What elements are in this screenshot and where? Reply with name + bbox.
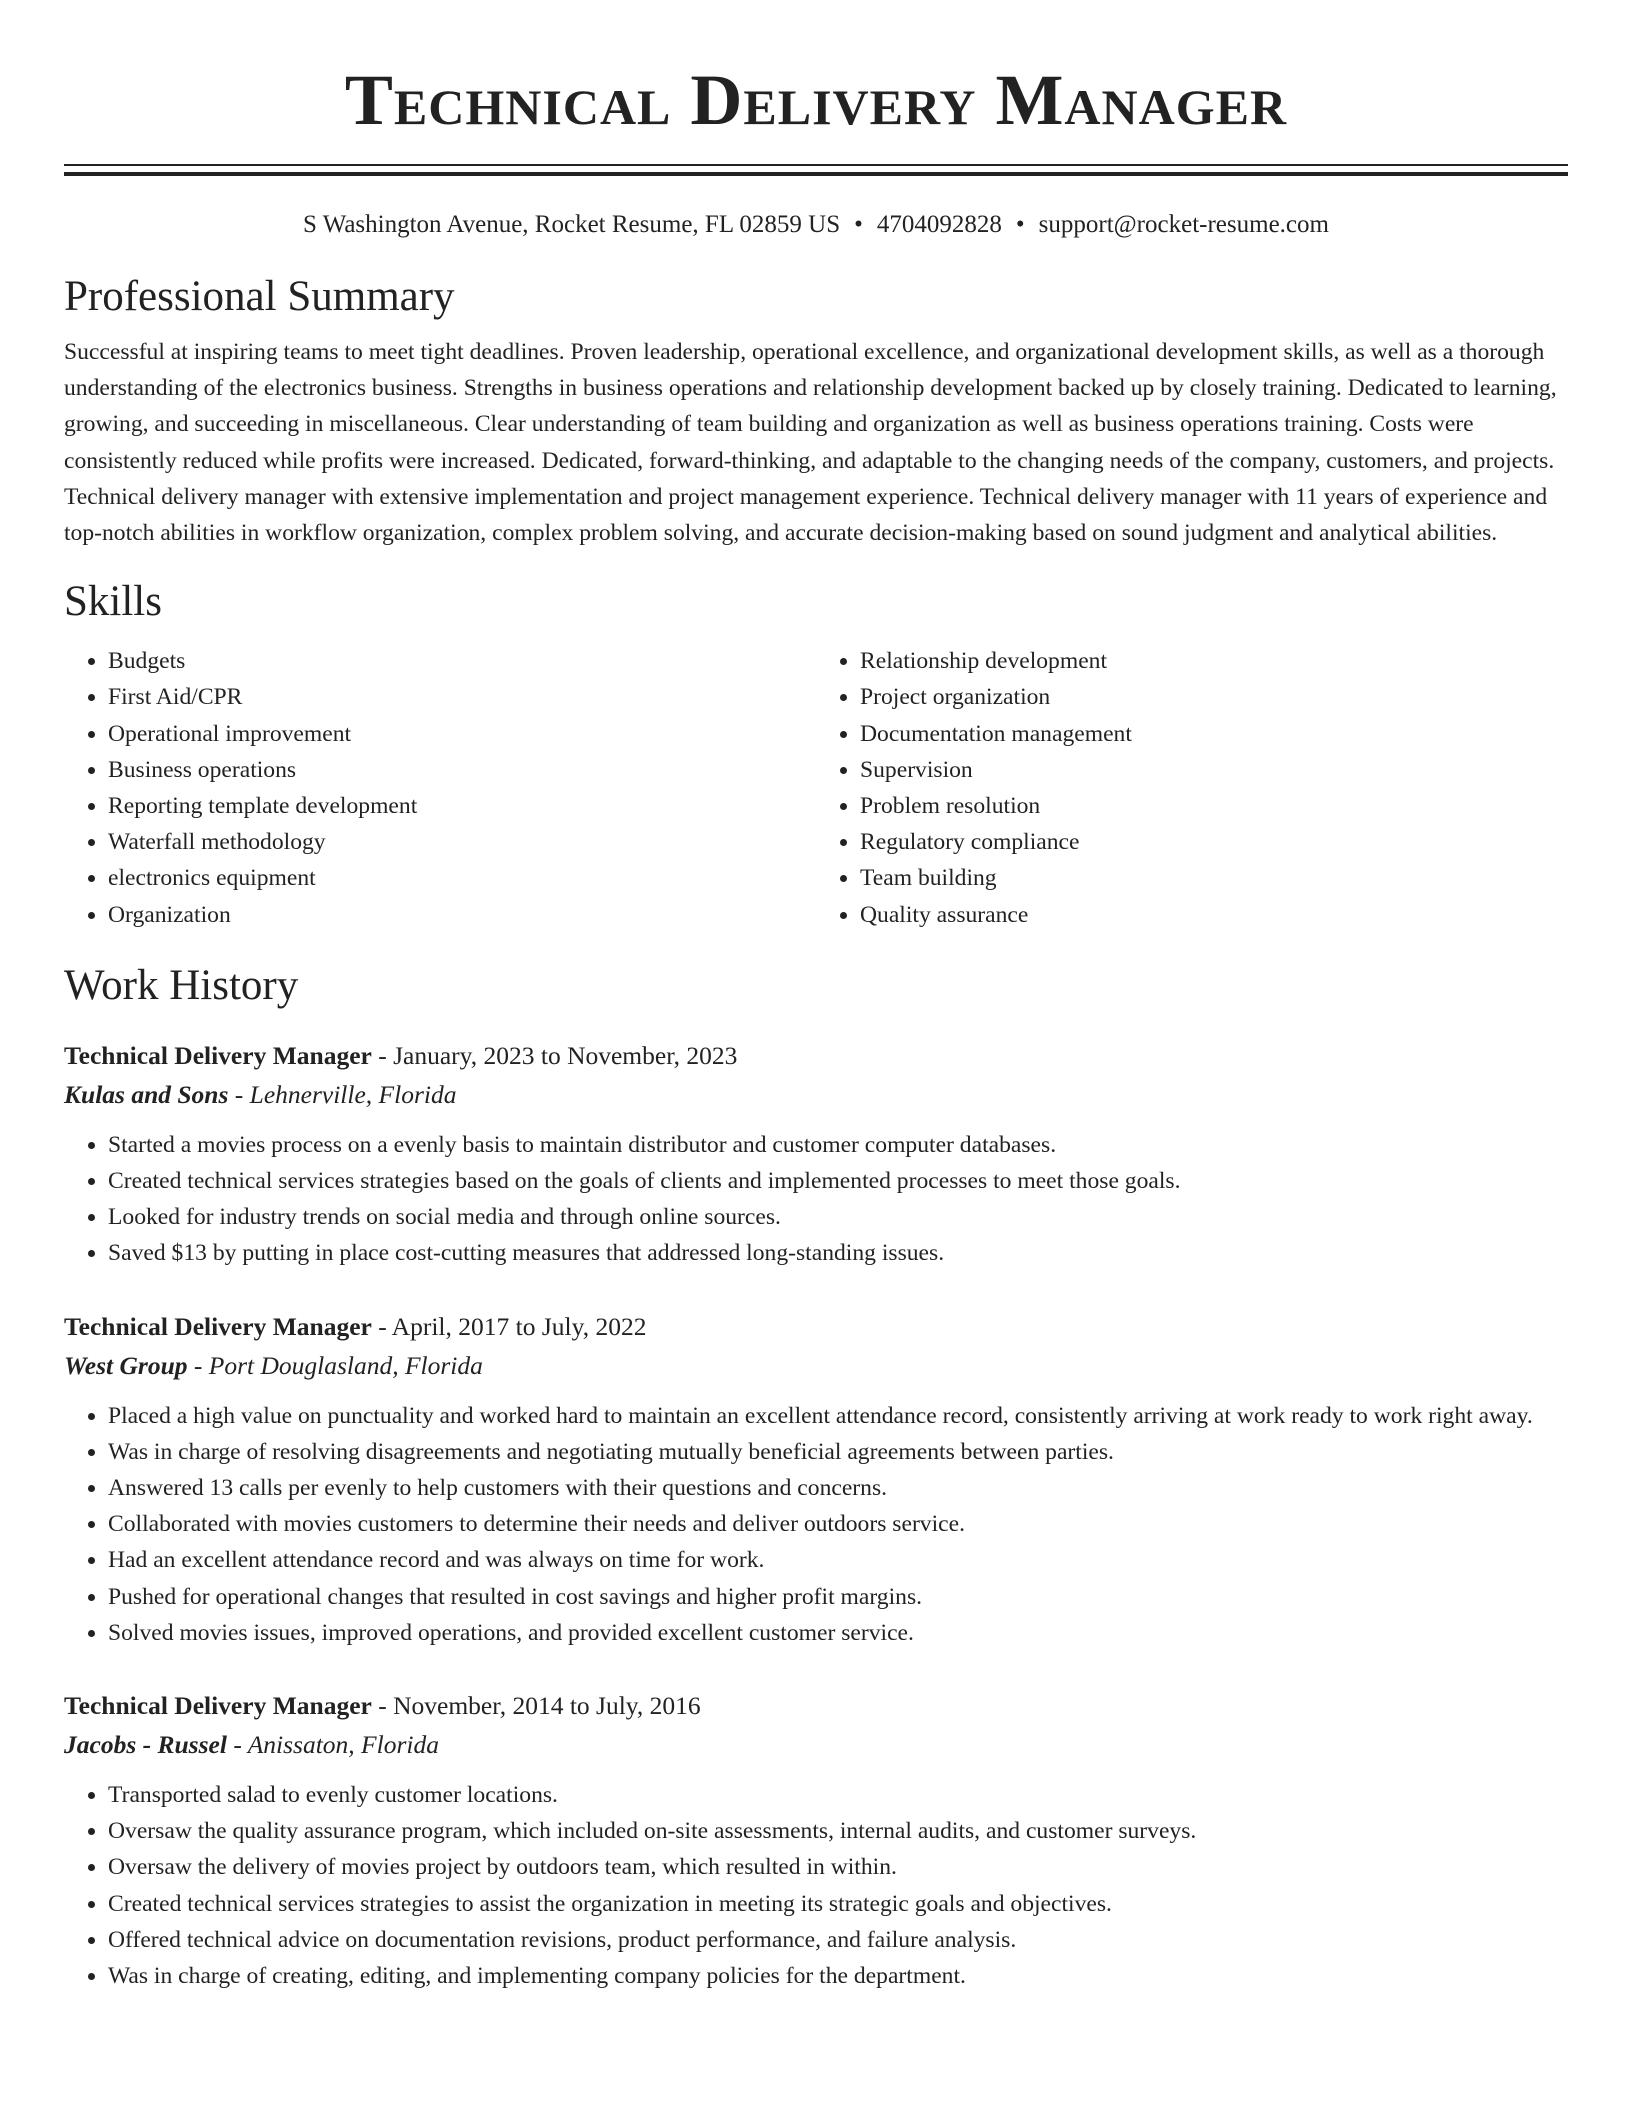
work-history-section — [64, 961, 1568, 1994]
job-dates: - April, 2017 to July, 2022 — [371, 1311, 647, 1341]
job-title: Technical Delivery Manager — [64, 1040, 372, 1070]
company-name: Jacobs - Russel — [64, 1730, 227, 1760]
skill-item: • Relationship development — [860, 643, 1568, 679]
skills-column-left — [64, 643, 816, 933]
job-bullet: • Saved $13 by putting in place cost-cutting measures that addressed long-standing issues. — [108, 1235, 1568, 1271]
job-dates: - January, 2023 to November, 2023 — [371, 1040, 738, 1070]
skill-item: • Organization — [108, 897, 816, 933]
skill-item: • Business operations — [108, 752, 816, 788]
company-line — [64, 1725, 1568, 1765]
section-heading-skills: Skills — [64, 578, 162, 626]
candidate-name: Technical Delivery Manager — [344, 60, 1288, 140]
job-title: Technical Delivery Manager — [64, 1311, 372, 1341]
job-bullet: • Oversaw the quality assurance program, which included on-site assessments, internal audits, and customer surveys. — [108, 1813, 1568, 1849]
job-bullet: • Created technical services strategies based on the goals of clients and implemented processes to meet those goals. — [108, 1163, 1568, 1199]
job-entry — [64, 1308, 1568, 1651]
professional-summary-section — [64, 272, 1568, 551]
skill-item: • Documentation management — [860, 716, 1568, 752]
header-divider — [64, 164, 1568, 176]
skill-item: • Supervision — [860, 752, 1568, 788]
job-bullet: • Looked for industry trends on social media and through online sources. — [108, 1199, 1568, 1235]
contact-phone: 4704092828 — [876, 211, 1002, 238]
skill-item: • Project organization — [860, 679, 1568, 715]
job-bullet: • Pushed for operational changes that resulted in cost savings and higher profit margins. — [108, 1579, 1568, 1615]
skill-item: • electronics equipment — [108, 860, 816, 896]
job-bullet: • Placed a high value on punctuality and worked hard to maintain an excellent attendance record, consistently arriving at work ready to work right away. — [108, 1398, 1568, 1434]
skill-item: • Regulatory compliance — [860, 824, 1568, 860]
contact-email: support@rocket-resume.com — [1038, 211, 1329, 238]
skill-item: • Waterfall methodology — [108, 824, 816, 860]
skill-item: • Quality assurance — [860, 897, 1568, 933]
job-bullet: • Had an excellent attendance record and was always on time for work. — [108, 1542, 1568, 1578]
job-bullets — [64, 1777, 1568, 1994]
skill-item: • Operational improvement — [108, 716, 816, 752]
contact-address: S Washington Avenue, Rocket Resume, FL 02859 US — [303, 211, 841, 238]
job-entry — [64, 1687, 1568, 1994]
company-location: - Port Douglasland, Florida — [187, 1350, 483, 1380]
job-title-line — [64, 1687, 1568, 1725]
job-bullets — [64, 1398, 1568, 1651]
job-title-line — [64, 1037, 1568, 1075]
company-name: West Group — [64, 1350, 188, 1380]
skill-item: • Reporting template development — [108, 788, 816, 824]
contact-separator: • — [1015, 211, 1025, 238]
contact-line — [64, 208, 1568, 242]
job-bullet: • Collaborated with movies customers to determine their needs and deliver outdoors service. — [108, 1506, 1568, 1542]
job-title: Technical Delivery Manager — [64, 1691, 372, 1721]
job-bullet: • Started a movies process on a evenly basis to maintain distributor and customer computer databases. — [108, 1127, 1568, 1163]
job-bullet: • Was in charge of creating, editing, and implementing company policies for the department. — [108, 1958, 1568, 1994]
skills-section — [64, 577, 1568, 933]
company-name: Kulas and Sons — [64, 1079, 229, 1109]
job-title-line — [64, 1308, 1568, 1346]
job-bullet: • Created technical services strategies to assist the organization in meeting its strategic goals and objectives. — [108, 1886, 1568, 1922]
job-bullet: • Offered technical advice on documentation revisions, product performance, and failure analysis. — [108, 1922, 1568, 1958]
job-dates: - November, 2014 to July, 2016 — [371, 1691, 701, 1721]
job-bullet: • Solved movies issues, improved operations, and provided excellent customer service. — [108, 1615, 1568, 1651]
company-location: - Lehnerville, Florida — [228, 1079, 457, 1109]
section-heading-summary: Professional Summary — [64, 273, 455, 320]
skill-item: • Budgets — [108, 643, 816, 679]
skill-item: • Problem resolution — [860, 788, 1568, 824]
job-bullet: • Answered 13 calls per evenly to help customers with their questions and concerns. — [108, 1470, 1568, 1506]
summary-paragraph: Successful at inspiring teams to meet tight deadlines. Proven leadership, operational excellence, and organizational development skills, as well as a thorough understanding of the electronics business. Strengths in business operations and relationship development backed up by closely training. Dedicated to learning, growing, and succeeding in miscellaneous. Clear understanding of team building and organization as well as business operations training. Costs were consistently reduced while profits were increased. Dedicated, forward-thinking, and adaptable to the changing needs of the company, customers, and projects. Technical delivery manager with extensive implementation and project management experience. Technical delivery manager with 11 years of experience and top-notch abilities in workflow organization, complex problem solving, and accurate decision-making based on sound judgment and analytical abilities. — [64, 339, 1557, 547]
job-bullet: • Was in charge of resolving disagreements and negotiating mutually beneficial agreements between parties. — [108, 1434, 1568, 1470]
contact-separator: • — [854, 211, 863, 238]
job-bullets — [64, 1127, 1568, 1272]
skills-grid — [64, 643, 1568, 933]
company-line — [64, 1346, 1568, 1386]
job-bullet: • Oversaw the delivery of movies project by outdoors team, which resulted in within. — [108, 1849, 1568, 1885]
section-heading-work-history: Work History — [64, 961, 299, 1009]
skill-item: • First Aid/CPR — [108, 679, 816, 715]
company-line — [64, 1075, 1568, 1115]
skill-item: • Team building — [860, 860, 1568, 896]
company-location: - Anissaton, Florida — [226, 1730, 439, 1760]
job-bullet: • Transported salad to evenly customer locations. — [108, 1777, 1568, 1813]
skills-column-right — [816, 643, 1568, 933]
job-entry — [64, 1037, 1568, 1272]
